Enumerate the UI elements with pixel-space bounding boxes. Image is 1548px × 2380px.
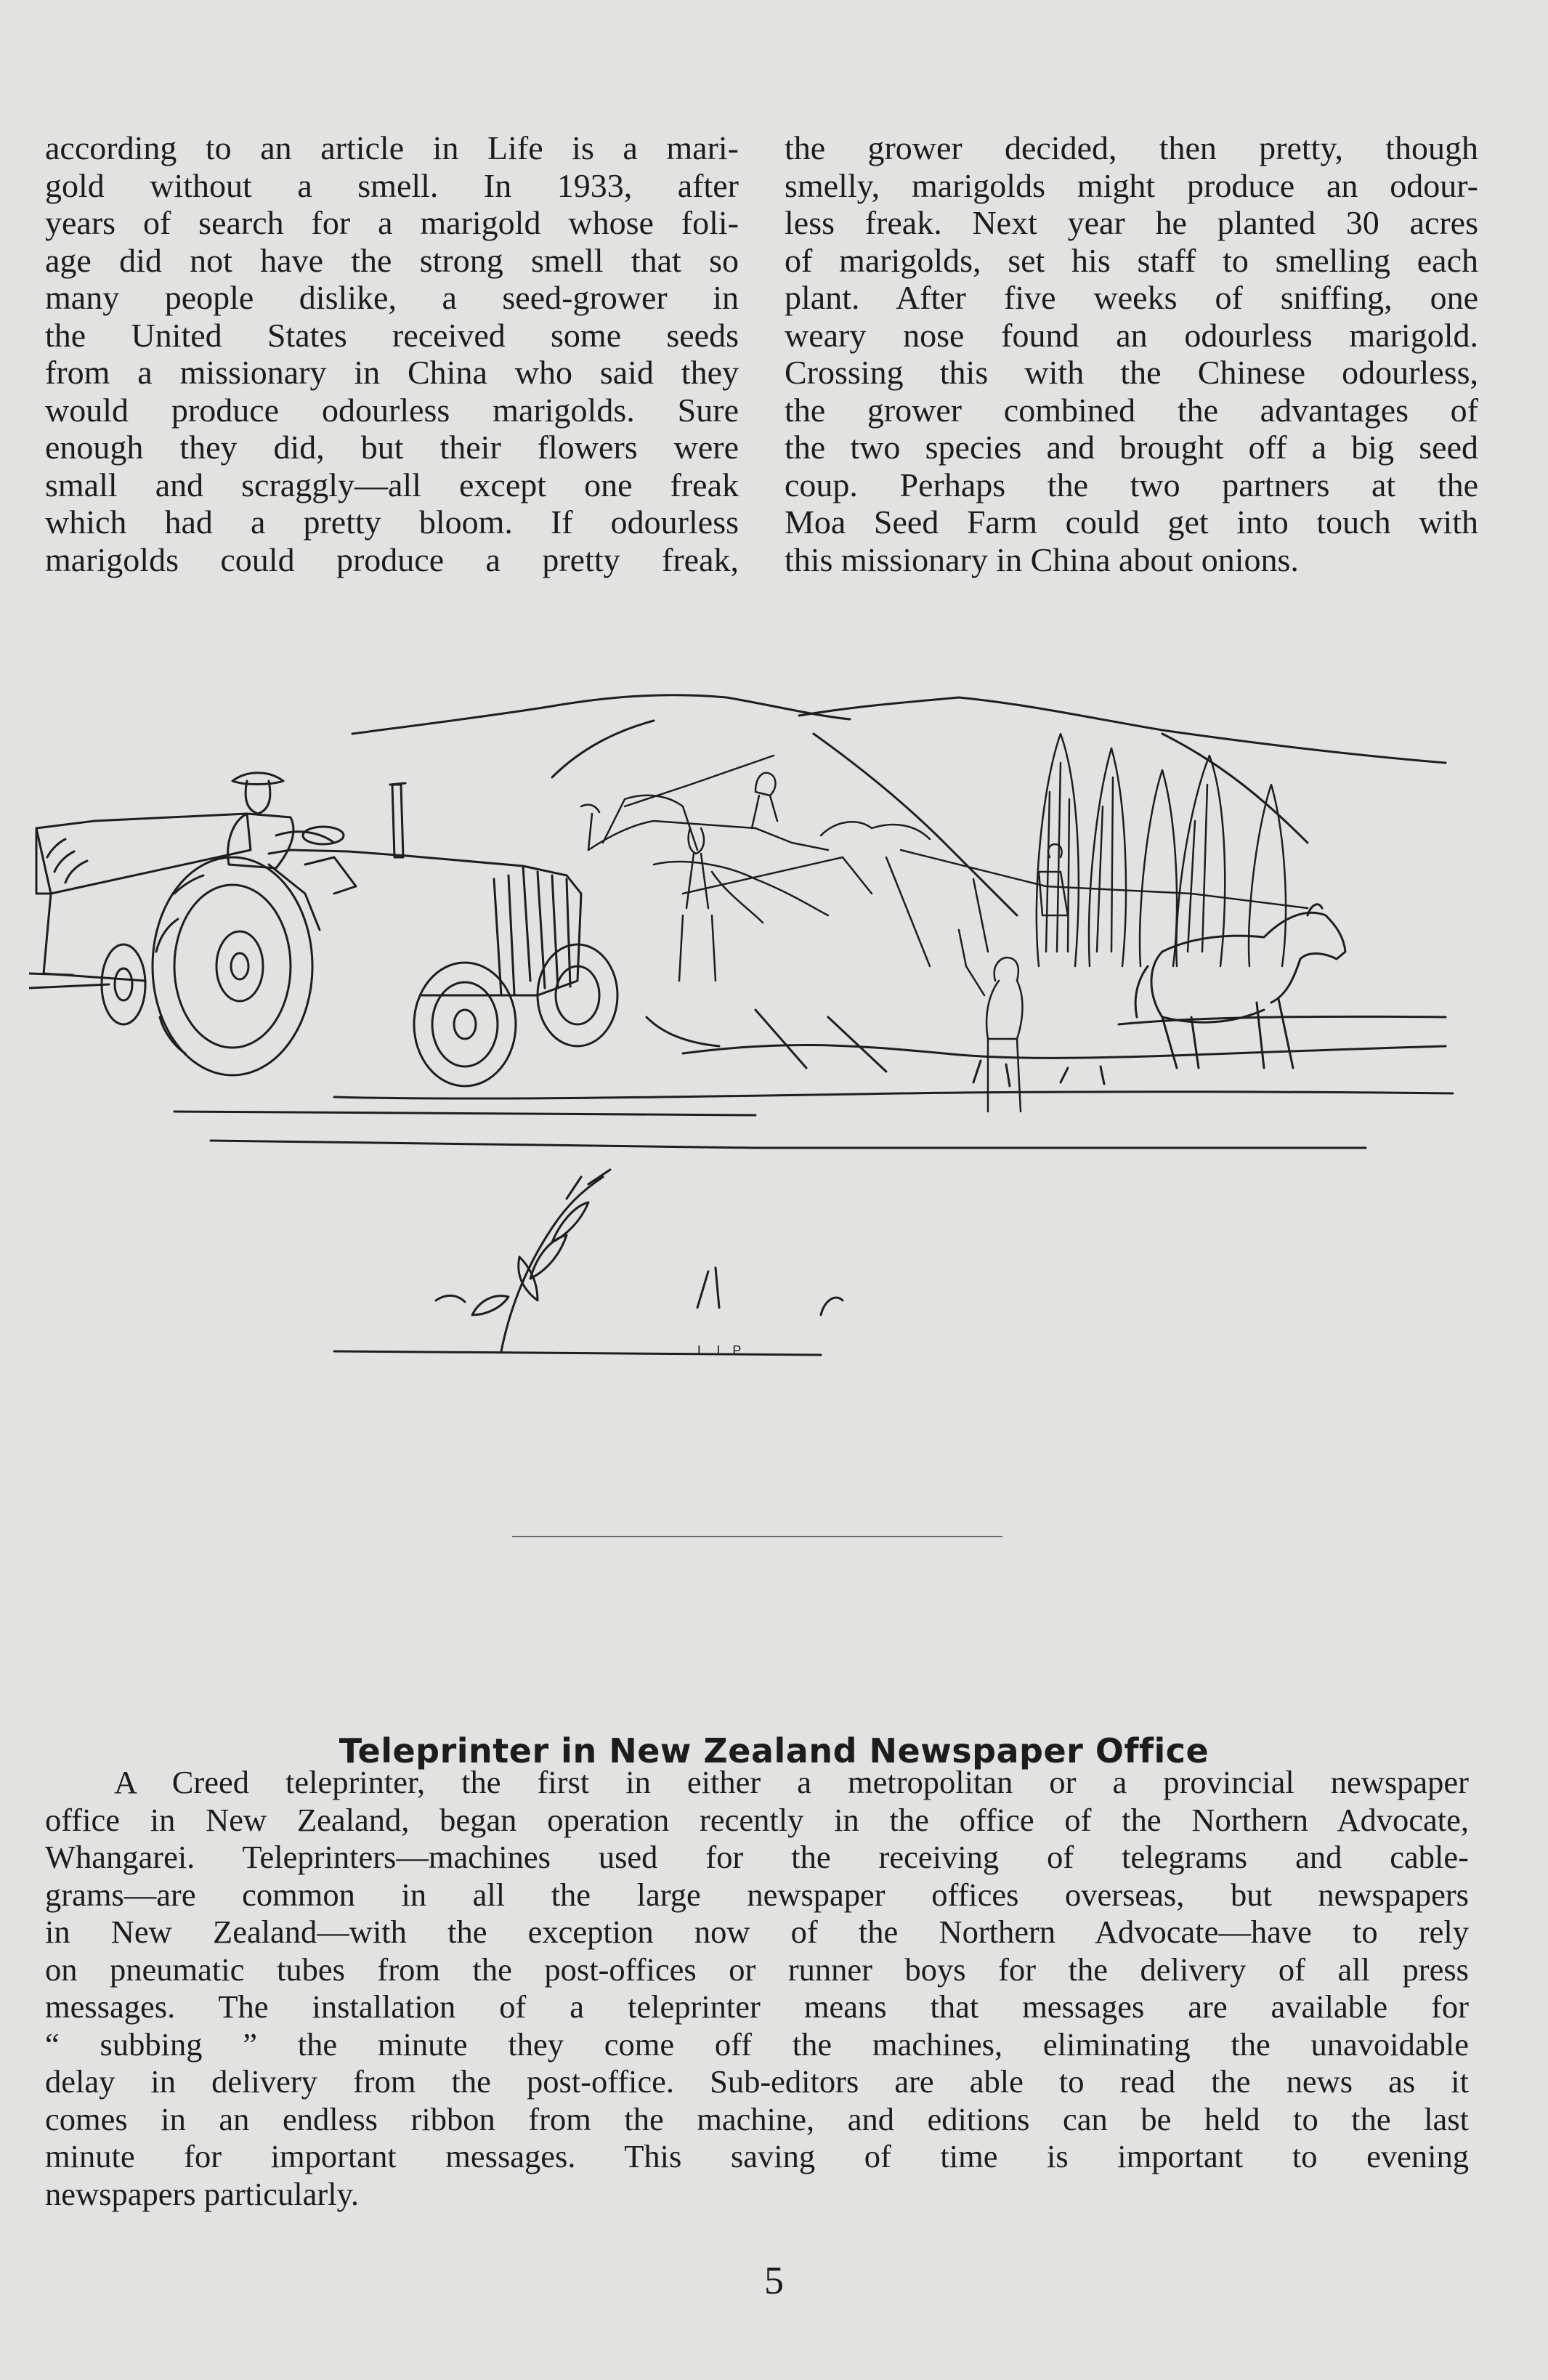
text-line: marigolds could produce a pretty freak, bbox=[45, 541, 739, 578]
text-line: “ subbing ” the minute they come off the machines, eliminating the unavoidable bbox=[45, 2025, 1469, 2063]
text-line: smelly, marigolds might produce an odour- bbox=[785, 166, 1478, 204]
text-line: newspapers particularly. bbox=[45, 2175, 360, 2212]
page-number: 5 bbox=[764, 2259, 784, 2302]
tractor bbox=[153, 783, 617, 1086]
text-line: the United States received some seeds bbox=[45, 316, 739, 354]
text-line: on pneumatic tubes from the post-offices or runner boys for the delivery of all press bbox=[45, 1951, 1469, 1988]
text-line: office in New Zealand, began operation recently in the office of the Northern Advocate, bbox=[45, 1801, 1469, 1838]
text-line: Crossing this with the Chinese odourless, bbox=[785, 354, 1478, 391]
mountains bbox=[352, 695, 1446, 915]
cart-and-worker bbox=[821, 822, 1308, 1112]
text-line: of marigolds, set his staff to smelling each bbox=[785, 241, 1478, 279]
text-line: many people dislike, a seed-grower in bbox=[45, 279, 739, 316]
text-line: which had a pretty bloom. If odourless bbox=[45, 503, 739, 541]
poplar-trees bbox=[1037, 734, 1286, 966]
farm-harvest-illustration bbox=[29, 676, 1496, 1388]
text-line: less freak. Next year he planted 30 acres bbox=[785, 204, 1478, 241]
paragraph-marigold-left bbox=[45, 129, 739, 578]
text-line: delay in delivery from the post-office. Sub-editors are able to read the news as it bbox=[45, 2063, 1469, 2100]
text-line: would produce odourless marigolds. Sure bbox=[45, 391, 739, 429]
text-line: small and scraggly—all except one freak bbox=[45, 466, 739, 503]
text-line: weary nose found an odourless marigold. bbox=[785, 316, 1478, 354]
section-divider bbox=[512, 1536, 1002, 1537]
foreground-plant bbox=[436, 1170, 843, 1351]
text-line: enough they did, but their flowers were bbox=[45, 429, 739, 466]
text-line: in New Zealand—with the exception now of the Northern Advocate—have to rely bbox=[45, 1914, 1469, 1950]
text-line: coup. Perhaps the two partners at the bbox=[785, 466, 1478, 503]
text-line: minute for important messages. This saving of time is important to evening bbox=[45, 2138, 1469, 2174]
text-line: age did not have the strong smell that so bbox=[45, 241, 739, 279]
ground bbox=[174, 1010, 1453, 1355]
text-line: according to an article in Life is a mari- bbox=[45, 129, 739, 166]
text-line: from a missionary in China who said they bbox=[45, 354, 739, 391]
article-body bbox=[45, 1764, 1469, 2213]
text-line: years of search for a marigold whose foli- bbox=[45, 204, 739, 241]
harvester bbox=[581, 756, 872, 981]
trailer bbox=[29, 814, 251, 1024]
left-column bbox=[45, 129, 739, 578]
text-line: A Creed teleprinter, the first in either a metropolitan or a provincial newspaper bbox=[114, 1764, 1469, 1800]
article-heading: Teleprinter in New Zealand Newspaper Office bbox=[339, 1731, 1209, 1771]
horse bbox=[1135, 904, 1345, 1068]
text-line: grams—are common in all the large newspaper offices overseas, but newspapers bbox=[45, 1876, 1469, 1913]
text-line: this missionary in China about onions. bbox=[785, 541, 1299, 578]
text-line: messages. The installation of a teleprinter means that messages are available for bbox=[45, 1988, 1469, 2025]
text-line: Moa Seed Farm could get into touch with bbox=[785, 503, 1478, 541]
illustrator-signature: L I P bbox=[697, 1343, 746, 1358]
text-line: Whangarei. Teleprinters—machines used for the receiving of telegrams and cable- bbox=[45, 1839, 1469, 1875]
right-column bbox=[785, 129, 1478, 578]
text-line: gold without a smell. In 1933, after bbox=[45, 166, 739, 204]
paragraph-marigold-right bbox=[785, 129, 1478, 578]
text-line: comes in an endless ribbon from the machine, and editions can be held to the last bbox=[45, 2100, 1469, 2137]
text-line: the grower combined the advantages of bbox=[785, 391, 1478, 429]
text-line: the grower decided, then pretty, though bbox=[785, 129, 1478, 166]
text-line: plant. After five weeks of sniffing, one bbox=[785, 279, 1478, 316]
text-line: the two species and brought off a big seed bbox=[785, 429, 1478, 466]
